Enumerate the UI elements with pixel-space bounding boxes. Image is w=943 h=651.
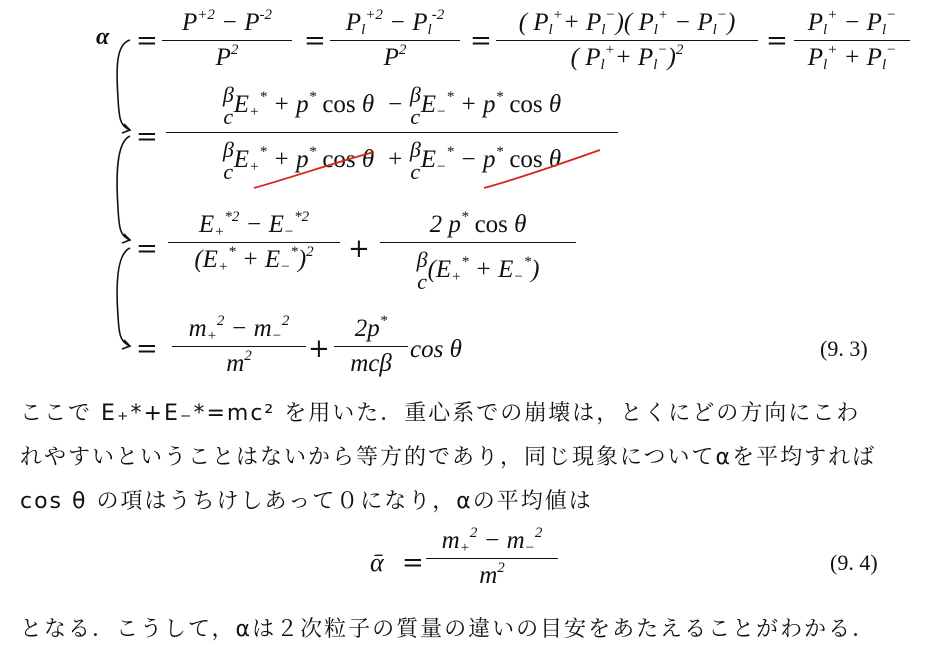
fraction-r1-1: $P^{+2} - P^{-2}$ $P^2$ [162, 8, 292, 73]
equals-sign: = [470, 26, 492, 56]
equals-sign: = [136, 122, 158, 152]
fraction-r4-2: 2p* mcβ [334, 314, 408, 379]
fraction-r4-1: $m_+^2 - m_-^2$ $m^2$ [172, 314, 306, 379]
cos-theta-tail: cos θ [410, 336, 462, 363]
alpha-bar-lhs: ᾱ [370, 548, 384, 577]
cancel-strike-1 [250, 148, 380, 194]
cancel-strike-2 [480, 146, 606, 194]
equation-number-9-4: (9. 4) [830, 550, 878, 575]
equals-sign: = [136, 26, 158, 56]
equals-sign: = [304, 26, 326, 56]
fraction-r3-1: $E_+^{*2} - E_-^{*2}$ $(E_+^* + E_-^*)^2$ [168, 210, 340, 275]
equals-sign: = [136, 334, 158, 364]
text-line: れやすいということはないから等方的であり，同じ現象についてαを平均すれば [20, 445, 877, 470]
equals-sign: = [766, 26, 788, 56]
alpha-lhs: α [96, 24, 110, 50]
fraction-r3-2: 2 p* cos θ β $c(E_+^* + E_-^*)$ [380, 210, 576, 295]
text-line: となる．こうして，αは２次粒子の質量の違いの目安をあたえることがわかる． [20, 617, 877, 642]
fraction-r2: β $cE_+^* + p^*$ cos θ − β $cE_-^* + p^*$ cos θ β $cE_+^* + p^*$ cos θ + β $cE_-^* - p^*$ cos θ [166, 80, 618, 185]
equation-number-9-3: (9. 3) [820, 336, 868, 361]
fraction-9-4: $m_+^2 - m_-^2$ $m^2$ [426, 526, 558, 591]
text-line: cos θ の項はうちけしあって０になり，αの平均値は [20, 489, 593, 514]
plus-sign: + [308, 334, 330, 364]
brace-arrows [100, 38, 140, 356]
equals-sign: = [136, 234, 158, 264]
fraction-r1-2: $P_l^{+2} - P_l^{-2}$ $P^2$ [330, 8, 460, 73]
text-line: ここで E₊*+E₋*=mc² を用いた．重心系での崩壊は，とくにどの方向にこわ [20, 401, 861, 426]
equals-sign: = [402, 548, 424, 578]
fraction-r1-4: $P_l^+ - P_l^-$ $P_l^+ + P_l^-$ [794, 8, 910, 73]
fraction-r1-3: ( $P_l^++ P_l^-$)( $P_l^+ - P_l^-$) ( $P_l^++ P_l^-)^2$ [496, 8, 758, 73]
plus-sign: + [348, 234, 370, 264]
